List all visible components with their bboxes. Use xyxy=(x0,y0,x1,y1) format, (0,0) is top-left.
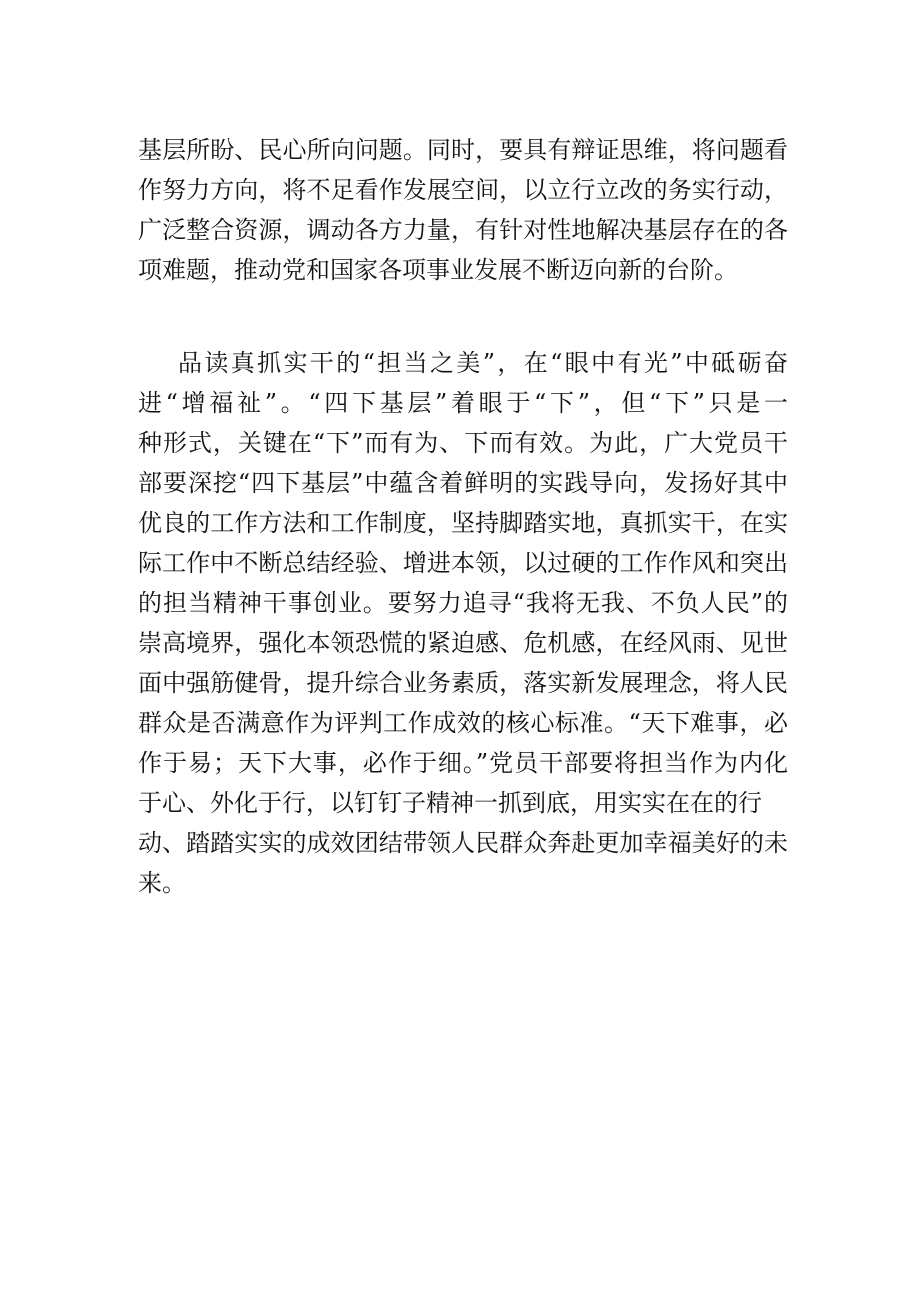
text-line: 面中强筋健骨，提升综合业务素质，落实新发展理念，将人民 xyxy=(138,669,788,697)
text-line: 动、踏踏实实的成效团结带领人民群众奔赴更加幸福美好的未 xyxy=(138,829,788,857)
text-line: 群众是否满意作为评判工作成效的核心标准。“天下难事，必 xyxy=(138,709,788,737)
text-line: 基层所盼、民心所向问题。同时，要具有辩证思维，将问题看 xyxy=(138,136,788,164)
text-line: 优良的工作方法和工作制度，坚持脚踏实地，真抓实干，在实 xyxy=(138,509,788,537)
text-line: 的担当精神干事创业。要努力追寻“我将无我、不负人民”的 xyxy=(138,589,788,617)
text-line: 作于易；天下大事，必作于细。”党员干部要将担当作为内化 xyxy=(138,749,788,777)
text-line: 种形式，关键在“下”而有为、下而有效。为此，广大党员干 xyxy=(138,429,788,457)
text-line: 崇高境界，强化本领恐慌的紧迫感、危机感，在经风雨、见世 xyxy=(138,629,788,657)
text-line: 广泛整合资源，调动各方力量，有针对性地解决基层存在的各 xyxy=(138,216,788,244)
text-line: 来。 xyxy=(138,869,186,897)
text-line: 项难题，推动党和国家各项事业发展不断迈向新的台阶。 xyxy=(138,256,738,284)
paragraph-2 xyxy=(138,343,788,903)
text-line: 品读真抓实干的“担当之美”，在“眼中有光”中砥砺奋 xyxy=(178,349,788,377)
text-line: 部要深挖“四下基层”中蕴含着鲜明的实践导向，发扬好其中 xyxy=(138,469,788,497)
paragraph-1 xyxy=(138,130,788,290)
text-line: 作努力方向，将不足看作发展空间，以立行立改的务实行动， xyxy=(138,176,788,204)
text-line: 际工作中不断总结经验、增进本领，以过硬的工作作风和突出 xyxy=(138,549,788,577)
text-line: 进“增福祉”。“四下基层”着眼于“下”，但“下”只是一 xyxy=(138,389,788,417)
text-line: 于心、外化于行，以钉钉子精神一抓到底，用实实在在的行 xyxy=(138,789,762,817)
